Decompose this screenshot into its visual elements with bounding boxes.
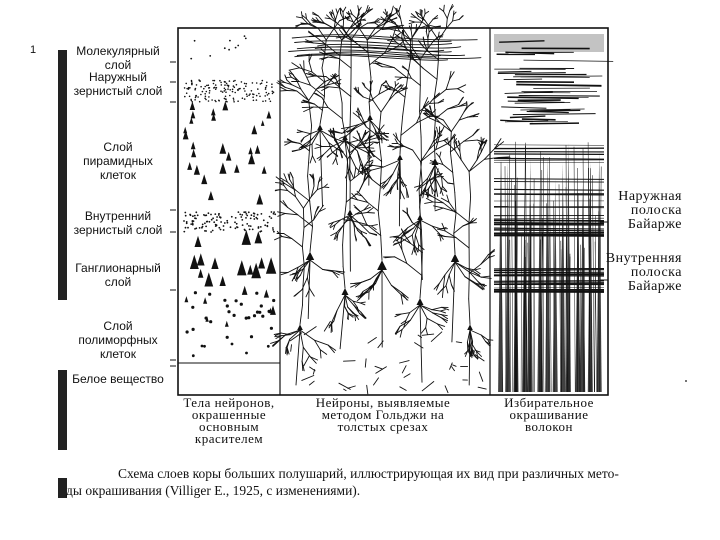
outer-baillarger-label: Наружная полоска Байарже	[618, 189, 682, 232]
caption-fibres: Избирательное окрашивание волокон	[504, 395, 594, 434]
layer-label-inner-granular: Внутренний зернистый слой	[73, 209, 163, 237]
layer-label-polymorphic: Слой полиморфных клеток	[78, 319, 158, 361]
layer-label-pyramidal: Слой пирамидных клеток	[83, 140, 153, 182]
layer-label-white-matter: Белое вещество	[72, 372, 164, 386]
figure-caption-line-1: Схема слоев коры больших полушарий, иллюстрирующая их вид при различных мето-	[118, 466, 619, 481]
layer-label-outer-granular: Наружный зернистый слой	[73, 70, 163, 98]
layer-label-ganglionic: Ганглионарный слой	[75, 261, 161, 289]
caption-nissl: Тела нейронов, окрашенные основным красителем	[183, 395, 275, 446]
caption-golgi: Нейроны, выявляемые методом Гольджи на толстых срезах	[315, 395, 451, 434]
inner-baillarger-label: Внутренняя полоска Байарже	[605, 251, 682, 294]
figure-caption-line-2: ды окрашивания (Villiger E., 1925, с изменениями).	[66, 483, 361, 498]
figure-marker: 1	[30, 44, 37, 56]
layer-label-molecular: Молекулярный слой	[76, 44, 160, 72]
